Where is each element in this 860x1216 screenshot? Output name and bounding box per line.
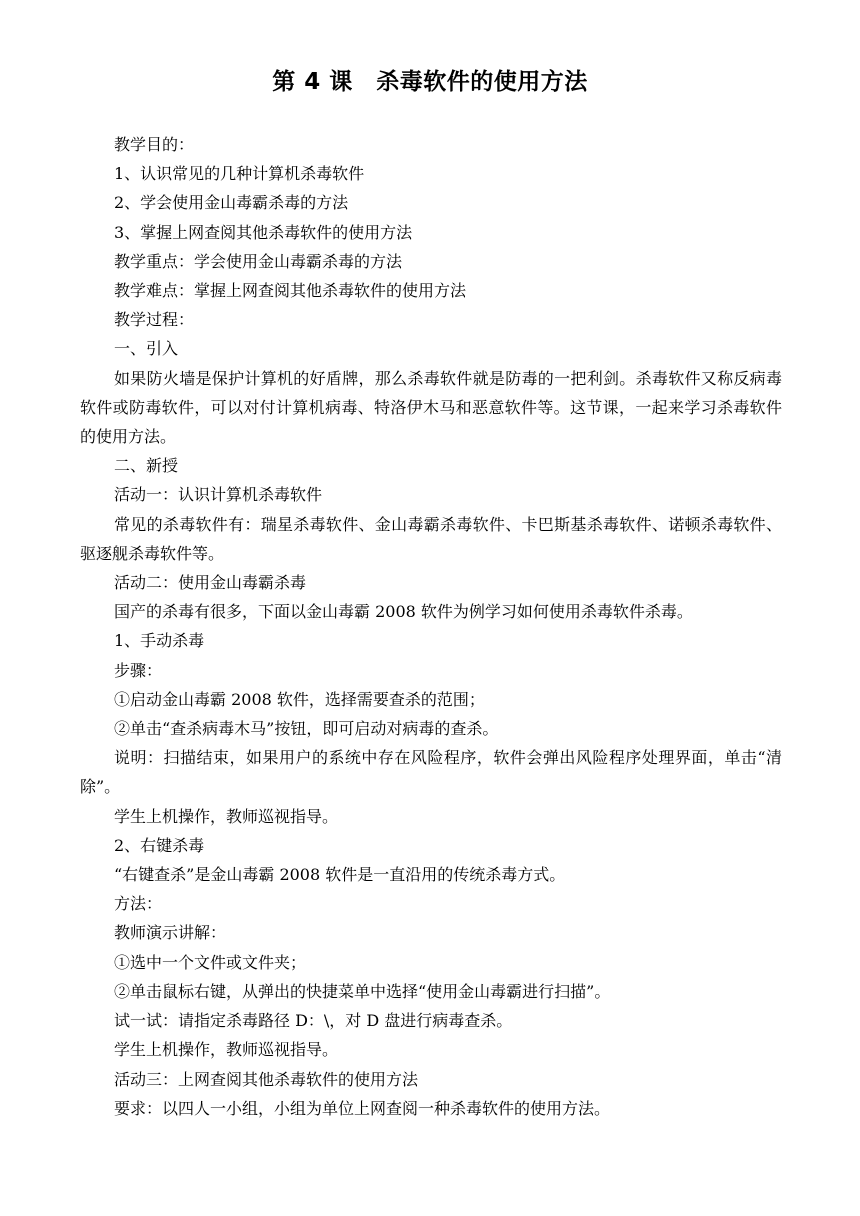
paragraph: 试一试：请指定杀毒路径 D：\，对 D 盘进行病毒查杀。 — [114, 1011, 513, 1031]
paragraph: 3、掌握上网查阅其他杀毒软件的使用方法 — [114, 222, 413, 242]
paragraph: 教师演示讲解： — [114, 923, 227, 943]
paragraph: 活动二：使用金山毒霸杀毒 — [114, 573, 307, 593]
paragraph: 方法： — [114, 894, 163, 914]
paragraph: ①启动金山毒霸 2008 软件，选择需要查杀的范围； — [114, 689, 485, 709]
paragraph: 说明：扫描结束，如果用户的系统中存在风险程序，软件会弹出风险程序处理界面，单击“清除”。 — [80, 748, 782, 797]
paragraph: 学生上机操作，教师巡视指导。 — [114, 806, 339, 826]
paragraph: 活动三：上网查阅其他杀毒软件的使用方法 — [114, 1069, 419, 1089]
paragraph: 国产的杀毒有很多，下面以金山毒霸 2008 软件为例学习如何使用杀毒软件杀毒。 — [114, 602, 693, 622]
paragraph: 教学过程： — [114, 310, 195, 330]
paragraph: ①选中一个文件或文件夹； — [114, 952, 307, 972]
paragraph: 教学难点：掌握上网查阅其他杀毒软件的使用方法 — [114, 281, 467, 301]
paragraph: ②单击鼠标右键，从弹出的快捷菜单中选择“使用金山毒霸进行扫描”。 — [114, 981, 611, 1001]
paragraph: 教学重点：学会使用金山毒霸杀毒的方法 — [114, 251, 403, 271]
document-body — [80, 130, 782, 1123]
paragraph: 步骤： — [114, 660, 163, 680]
paragraph: 二、新授 — [114, 456, 179, 476]
paragraph: 教学目的： — [114, 135, 195, 154]
page-title: 第 4 课 杀毒软件的使用方法 — [272, 69, 588, 95]
paragraph: 1、手动杀毒 — [114, 631, 205, 651]
paragraph: 一、引入 — [114, 339, 179, 359]
paragraph: 1、认识常见的几种计算机杀毒软件 — [114, 164, 365, 184]
paragraph: 如果防火墙是保护计算机的好盾牌，那么杀毒软件就是防毒的一把利剑。杀毒软件又称反病毒软件或防毒软件，可以对付计算机病毒、特洛伊木马和恶意软件等。这节课，一起来学习杀毒软件的使用方法。 — [80, 368, 782, 447]
paragraph: “右键查杀”是金山毒霸 2008 软件是一直沿用的传统杀毒方式。 — [114, 865, 566, 885]
paragraph: 学生上机操作，教师巡视指导。 — [114, 1040, 339, 1060]
paragraph: 2、学会使用金山毒霸杀毒的方法 — [114, 193, 349, 213]
paragraph: 2、右键杀毒 — [114, 835, 205, 855]
paragraph: ②单击“查杀病毒木马”按钮，即可启动对病毒的查杀。 — [114, 719, 499, 739]
paragraph: 常见的杀毒软件有：瑞星杀毒软件、金山毒霸杀毒软件、卡巴斯基杀毒软件、诺顿杀毒软件、驱逐舰杀毒软件等。 — [80, 514, 782, 563]
paragraph: 活动一：认识计算机杀毒软件 — [114, 485, 323, 505]
paragraph: 要求：以四人一小组，小组为单位上网查阅一种杀毒软件的使用方法。 — [114, 1098, 611, 1118]
